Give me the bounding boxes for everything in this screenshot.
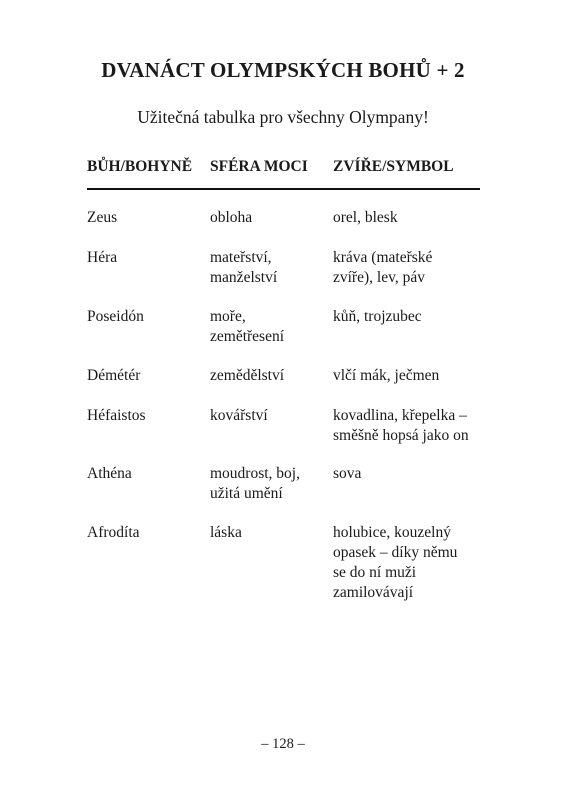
symbol-line: kůň, trojzubec [333, 308, 422, 325]
symbol-cell [333, 406, 483, 446]
table-body [87, 190, 480, 603]
god-cell: Héra [87, 249, 118, 266]
table-row [87, 366, 480, 406]
symbol-line: zvíře), lev, páv [333, 269, 425, 286]
sphere-cell [210, 307, 328, 347]
table-row [87, 406, 480, 464]
god-cell: Athéna [87, 465, 132, 482]
symbol-line: sova [333, 465, 362, 482]
symbol-line: holubice, kouzelný [333, 524, 451, 541]
page-subtitle: Užitečná tabulka pro všechny Olympany! [137, 107, 429, 127]
sphere-line: moře, [210, 308, 246, 325]
header-sphere: SFÉRA MOCI [210, 158, 308, 175]
page-number: – 128 – [261, 736, 305, 752]
symbol-line: vlčí mák, ječmen [333, 367, 440, 384]
god-cell: Héfaistos [87, 407, 146, 424]
table-row [87, 248, 480, 307]
table-row [87, 307, 480, 366]
sphere-line: mateřství, [210, 249, 272, 266]
sphere-line: užitá umění [210, 485, 283, 502]
symbol-cell [333, 248, 483, 288]
sphere-line: moudrost, boj, [210, 465, 300, 482]
god-cell: Afrodíta [87, 524, 140, 541]
table-row [87, 208, 480, 248]
sphere-cell [210, 406, 328, 426]
sphere-cell [210, 248, 328, 288]
god-cell: Poseidón [87, 308, 144, 325]
table-header [87, 158, 480, 190]
page-title: DVANÁCT OLYMPSKÝCH BOHŮ + 2 [101, 58, 465, 82]
sphere-line: zemětřesení [210, 328, 285, 345]
symbol-line: se do ní muži [333, 564, 417, 581]
table-row [87, 523, 480, 603]
symbol-cell [333, 464, 483, 484]
symbol-cell [333, 307, 483, 327]
symbol-cell [333, 523, 483, 603]
sphere-line: manželství [210, 269, 278, 286]
header-symbol: ZVÍŘE/SYMBOL [333, 158, 454, 175]
sphere-cell [210, 366, 328, 386]
sphere-line: zemědělství [210, 367, 285, 384]
symbol-line: směšně hopsá jako on [333, 427, 469, 444]
sphere-line: kovářství [210, 407, 268, 424]
gods-table [87, 158, 480, 603]
symbol-line: opasek – díky němu [333, 544, 458, 561]
table-row [87, 464, 480, 523]
sphere-cell [210, 464, 328, 504]
symbol-line: kovadlina, křepelka – [333, 407, 467, 424]
symbol-cell [333, 366, 483, 386]
sphere-line: láska [210, 524, 242, 541]
god-cell: Zeus [87, 209, 118, 226]
sphere-line: obloha [210, 209, 253, 226]
sphere-cell [210, 208, 328, 228]
symbol-line: kráva (mateřské [333, 249, 433, 266]
god-cell: Démétér [87, 367, 141, 384]
symbol-line: orel, blesk [333, 209, 398, 226]
sphere-cell [210, 523, 328, 543]
symbol-cell [333, 208, 483, 228]
symbol-line: zamilovávají [333, 584, 414, 601]
header-god: BŮH/BOHYNĚ [87, 158, 193, 175]
